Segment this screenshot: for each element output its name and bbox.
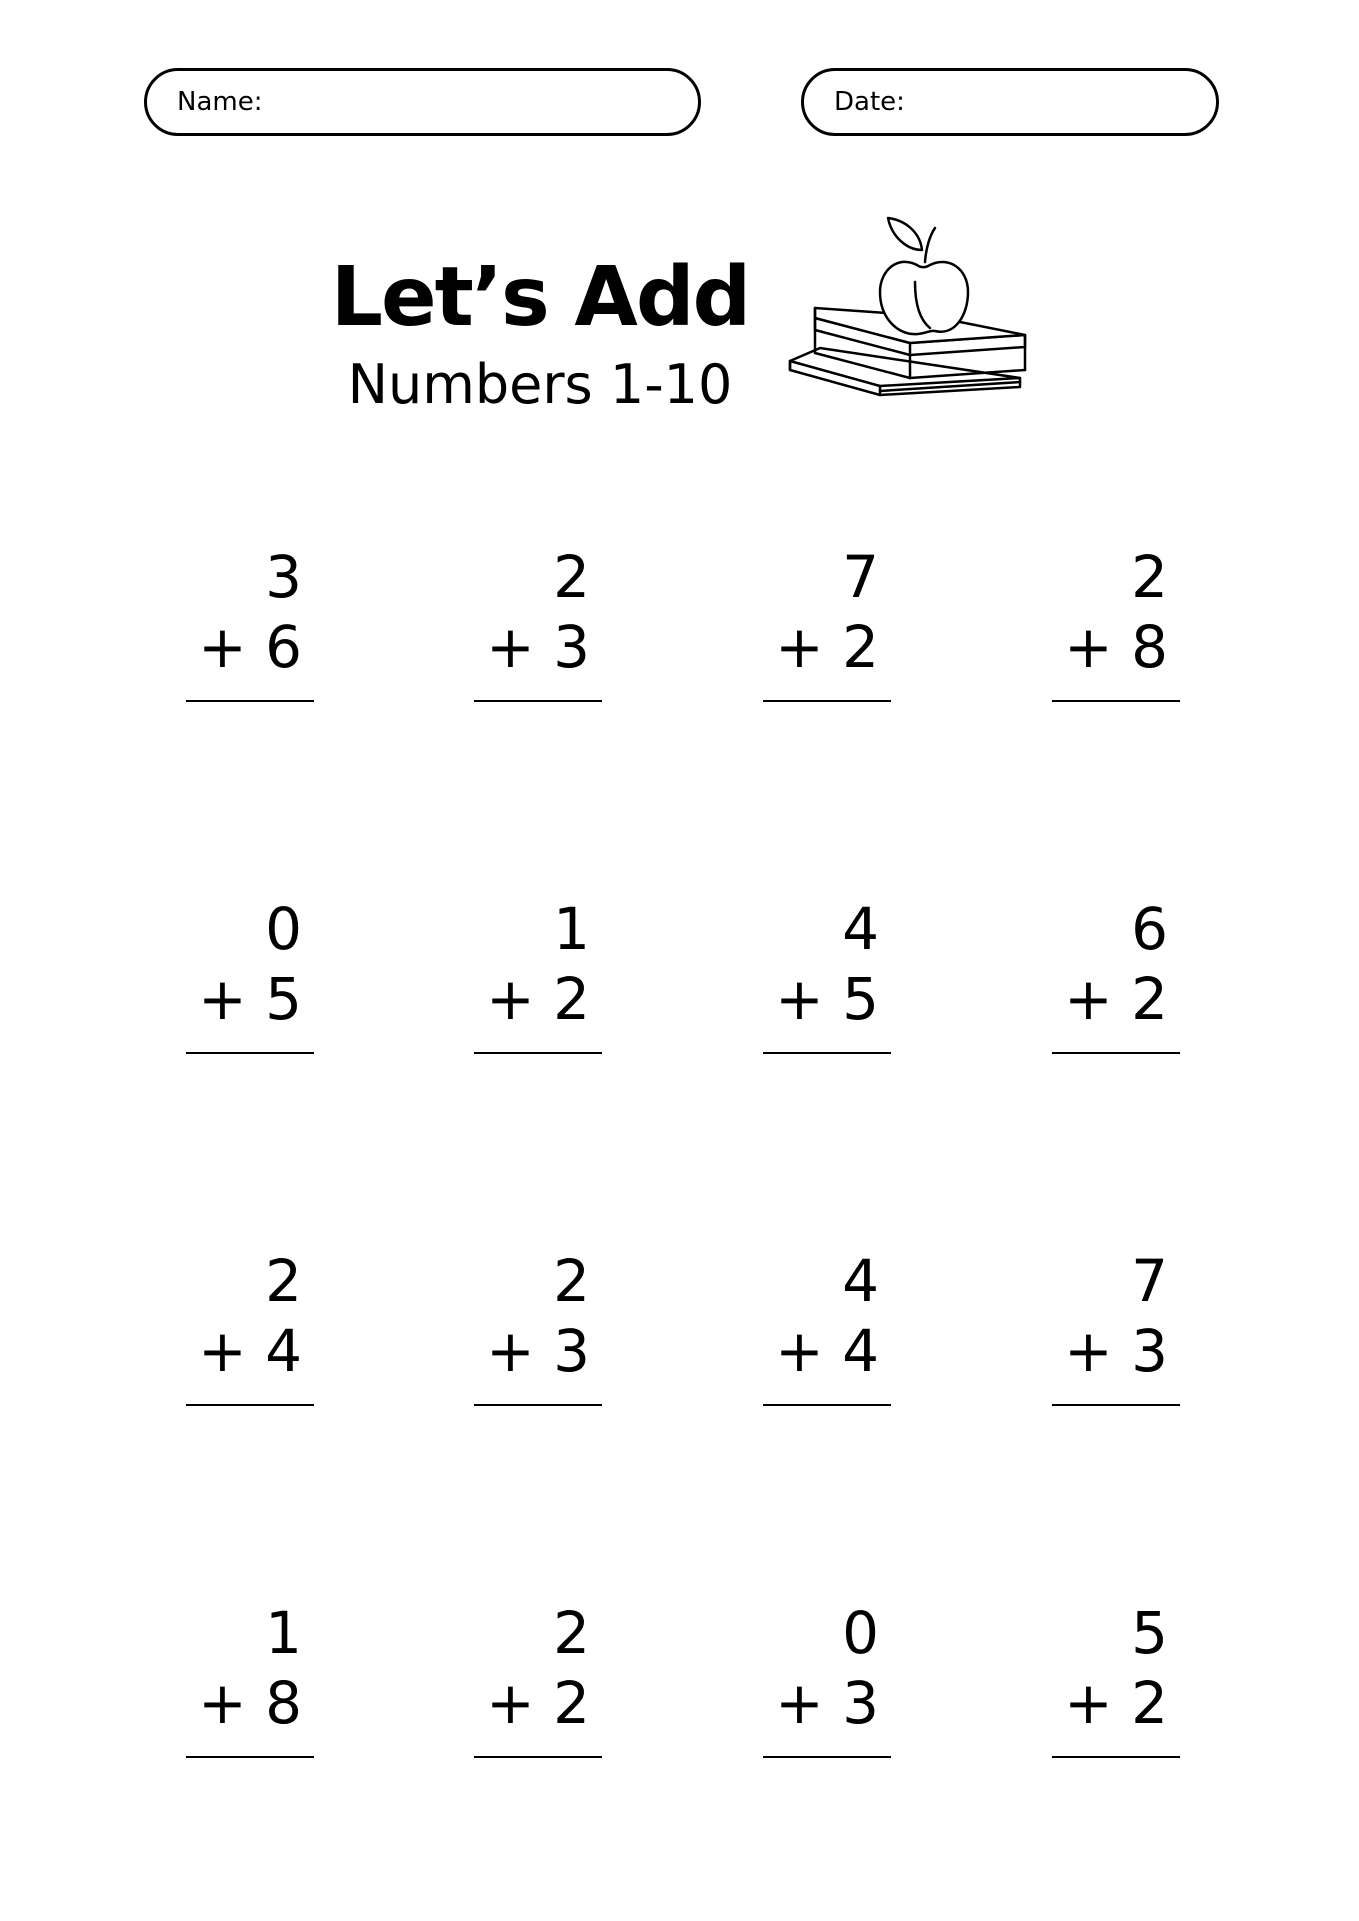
second-addend: + 3 — [486, 613, 590, 681]
second-addend: + 4 — [775, 1317, 879, 1385]
second-addend: + 2 — [486, 1669, 590, 1737]
second-addend: + 5 — [198, 965, 302, 1033]
first-addend: 4 — [842, 895, 879, 963]
addition-problem — [1052, 1247, 1182, 1385]
second-addend: + 8 — [1064, 613, 1168, 681]
second-addend: + 6 — [198, 613, 302, 681]
first-addend: 2 — [553, 1599, 590, 1667]
second-addend: + 2 — [1064, 965, 1168, 1033]
addition-problem — [1052, 895, 1182, 1033]
first-addend: 2 — [265, 1247, 302, 1315]
answer-line[interactable] — [474, 1404, 602, 1406]
name-label: Name: — [177, 87, 263, 117]
addition-problem — [474, 543, 604, 681]
answer-line[interactable] — [763, 700, 891, 702]
answer-line[interactable] — [1052, 700, 1180, 702]
second-addend: + 2 — [775, 613, 879, 681]
answer-line[interactable] — [763, 1052, 891, 1054]
answer-line[interactable] — [474, 1756, 602, 1758]
apple-on-books-icon — [780, 210, 1040, 440]
addition-problem — [186, 1247, 316, 1385]
answer-line[interactable] — [186, 1756, 314, 1758]
first-addend: 7 — [842, 543, 879, 611]
answer-line[interactable] — [474, 700, 602, 702]
second-addend: + 3 — [486, 1317, 590, 1385]
answer-line[interactable] — [1052, 1404, 1180, 1406]
first-addend: 0 — [842, 1599, 879, 1667]
addition-problem — [186, 1599, 316, 1737]
first-addend: 2 — [553, 543, 590, 611]
date-field[interactable] — [801, 68, 1219, 136]
page-title: Let’s Add — [330, 250, 750, 345]
second-addend: + 2 — [1064, 1669, 1168, 1737]
first-addend: 1 — [553, 895, 590, 963]
addition-problem — [474, 1247, 604, 1385]
answer-line[interactable] — [763, 1404, 891, 1406]
answer-line[interactable] — [474, 1052, 602, 1054]
answer-line[interactable] — [186, 700, 314, 702]
addition-problem — [474, 895, 604, 1033]
name-field[interactable] — [144, 68, 701, 136]
first-addend: 6 — [1131, 895, 1168, 963]
addition-problem — [763, 1247, 893, 1385]
second-addend: + 5 — [775, 965, 879, 1033]
first-addend: 1 — [265, 1599, 302, 1667]
addition-problem — [1052, 543, 1182, 681]
first-addend: 3 — [265, 543, 302, 611]
answer-line[interactable] — [186, 1404, 314, 1406]
addition-problem — [763, 543, 893, 681]
addition-problem — [474, 1599, 604, 1737]
second-addend: + 3 — [775, 1669, 879, 1737]
addition-problem — [763, 1599, 893, 1737]
first-addend: 5 — [1131, 1599, 1168, 1667]
answer-line[interactable] — [186, 1052, 314, 1054]
answer-line[interactable] — [1052, 1756, 1180, 1758]
answer-line[interactable] — [763, 1756, 891, 1758]
second-addend: + 4 — [198, 1317, 302, 1385]
second-addend: + 2 — [486, 965, 590, 1033]
page-subtitle: Numbers 1-10 — [347, 353, 733, 416]
first-addend: 2 — [553, 1247, 590, 1315]
addition-problem — [1052, 1599, 1182, 1737]
addition-problem — [186, 543, 316, 681]
first-addend: 0 — [265, 895, 302, 963]
first-addend: 4 — [842, 1247, 879, 1315]
first-addend: 2 — [1131, 543, 1168, 611]
second-addend: + 3 — [1064, 1317, 1168, 1385]
addition-problem — [186, 895, 316, 1033]
answer-line[interactable] — [1052, 1052, 1180, 1054]
addition-problem — [763, 895, 893, 1033]
date-label: Date: — [834, 87, 905, 117]
second-addend: + 8 — [198, 1669, 302, 1737]
first-addend: 7 — [1131, 1247, 1168, 1315]
